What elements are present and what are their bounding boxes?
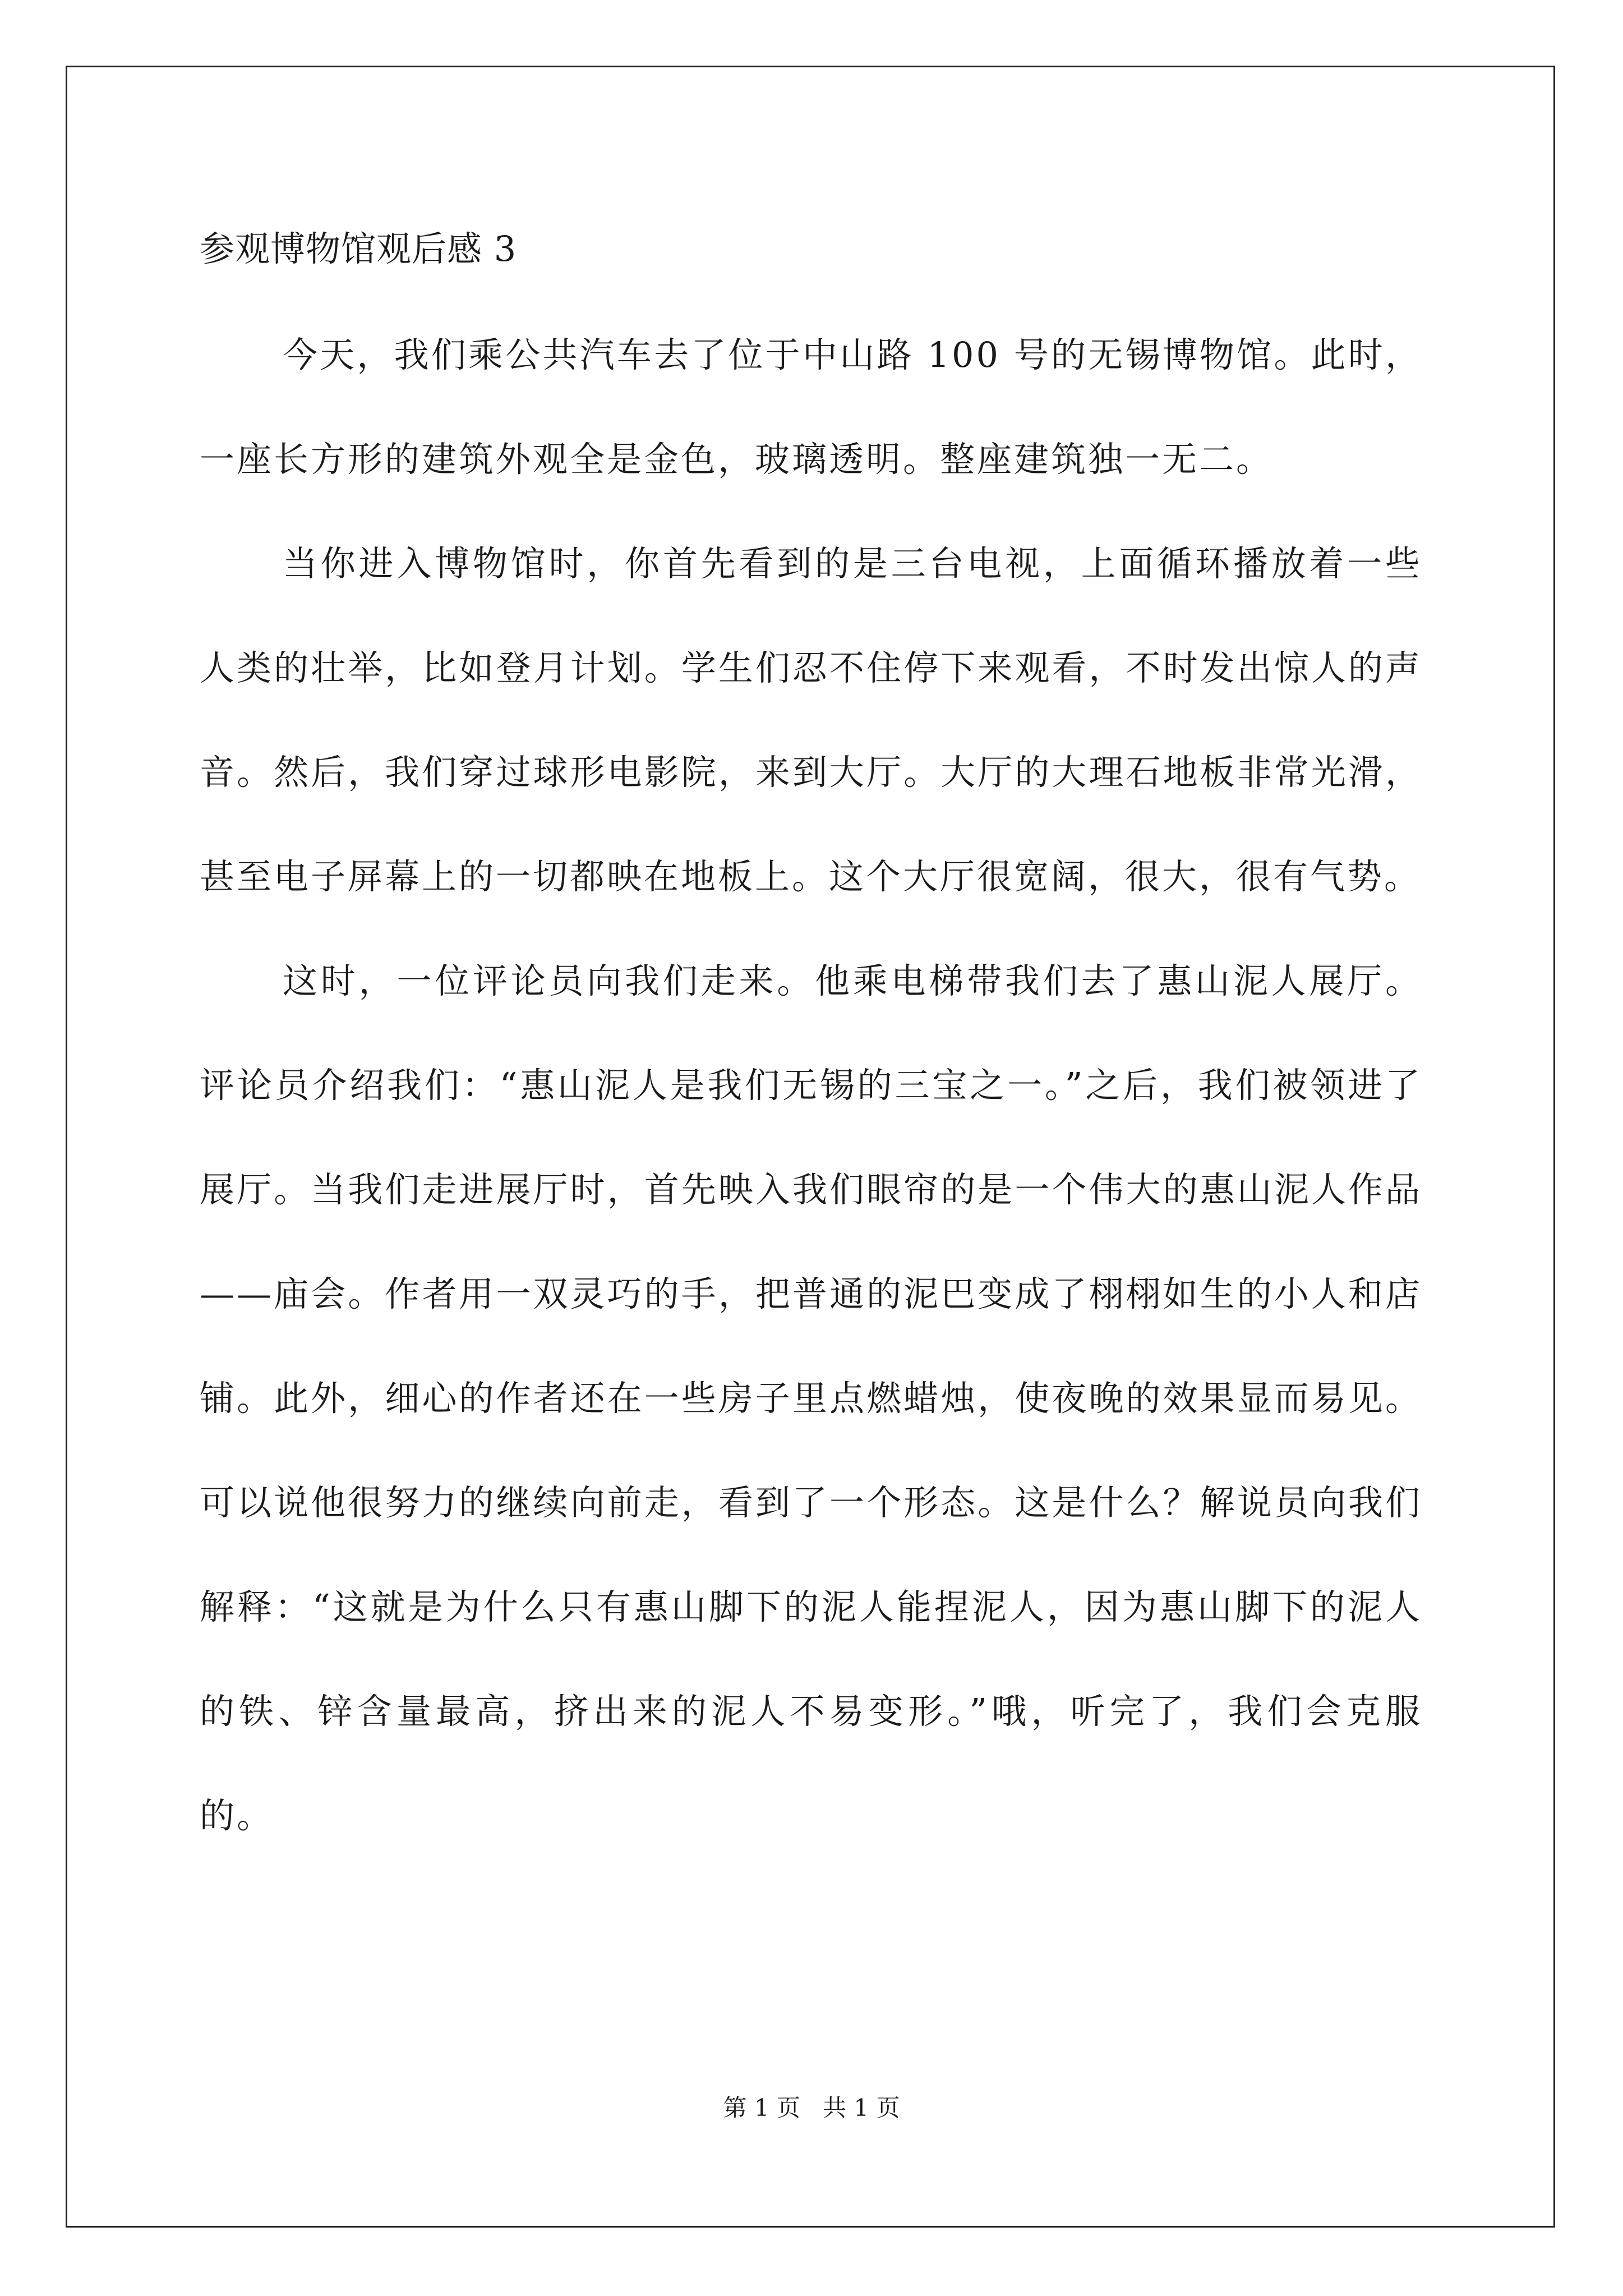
page-footer: 第 1 页 共 1 页 [723, 2094, 900, 2122]
paragraph-2: 当你进入博物馆时，你首先看到的是三台电视，上面循环播放着一些人类的壮举，比如登月计划。学生们忍不住停下来观看，不时发出惊人的声音。然后，我们穿过球形电影院，来到大厅。大厅的大理石地板非常光滑，甚至电子屏幕上的一切都映在地板上。这个大厅很宽阔，很大，很有气势。 [200, 543, 1422, 897]
paragraph-3: 这时，一位评论员向我们走来。他乘电梯带我们去了惠山泥人展厅。评论员介绍我们：“惠山泥人是我们无锡的三宝之一。”之后，我们被领进了展厅。当我们走进展厅时，首先映入我们眼帘的是一个伟大的惠山泥人作品——庙会。作者用一双灵巧的手，把普通的泥巴变成了栩栩如生的小人和店铺。此外，细心的作者还在一些房子里点燃蜡烛，使夜晚的效果显而易见。可以说他很努力的继续向前走，看到了一个形态。这是什么？解说员向我们解释：“这就是为什么只有惠山脚下的泥人能捏泥人，因为惠山脚下的泥人的铁、锌含量最高，挤出来的泥人不易变形。”哦，听完了，我们会克服的。 [200, 960, 1422, 1836]
document-title: 参观博物馆观后感 3 [200, 228, 517, 269]
document-body [200, 303, 1422, 1868]
paragraph-1: 今天，我们乘公共汽车去了位于中山路 100 号的无锡博物馆。此时，一座长方形的建筑外观全是金色，玻璃透明。整座建筑独一无二。 [200, 334, 1422, 480]
